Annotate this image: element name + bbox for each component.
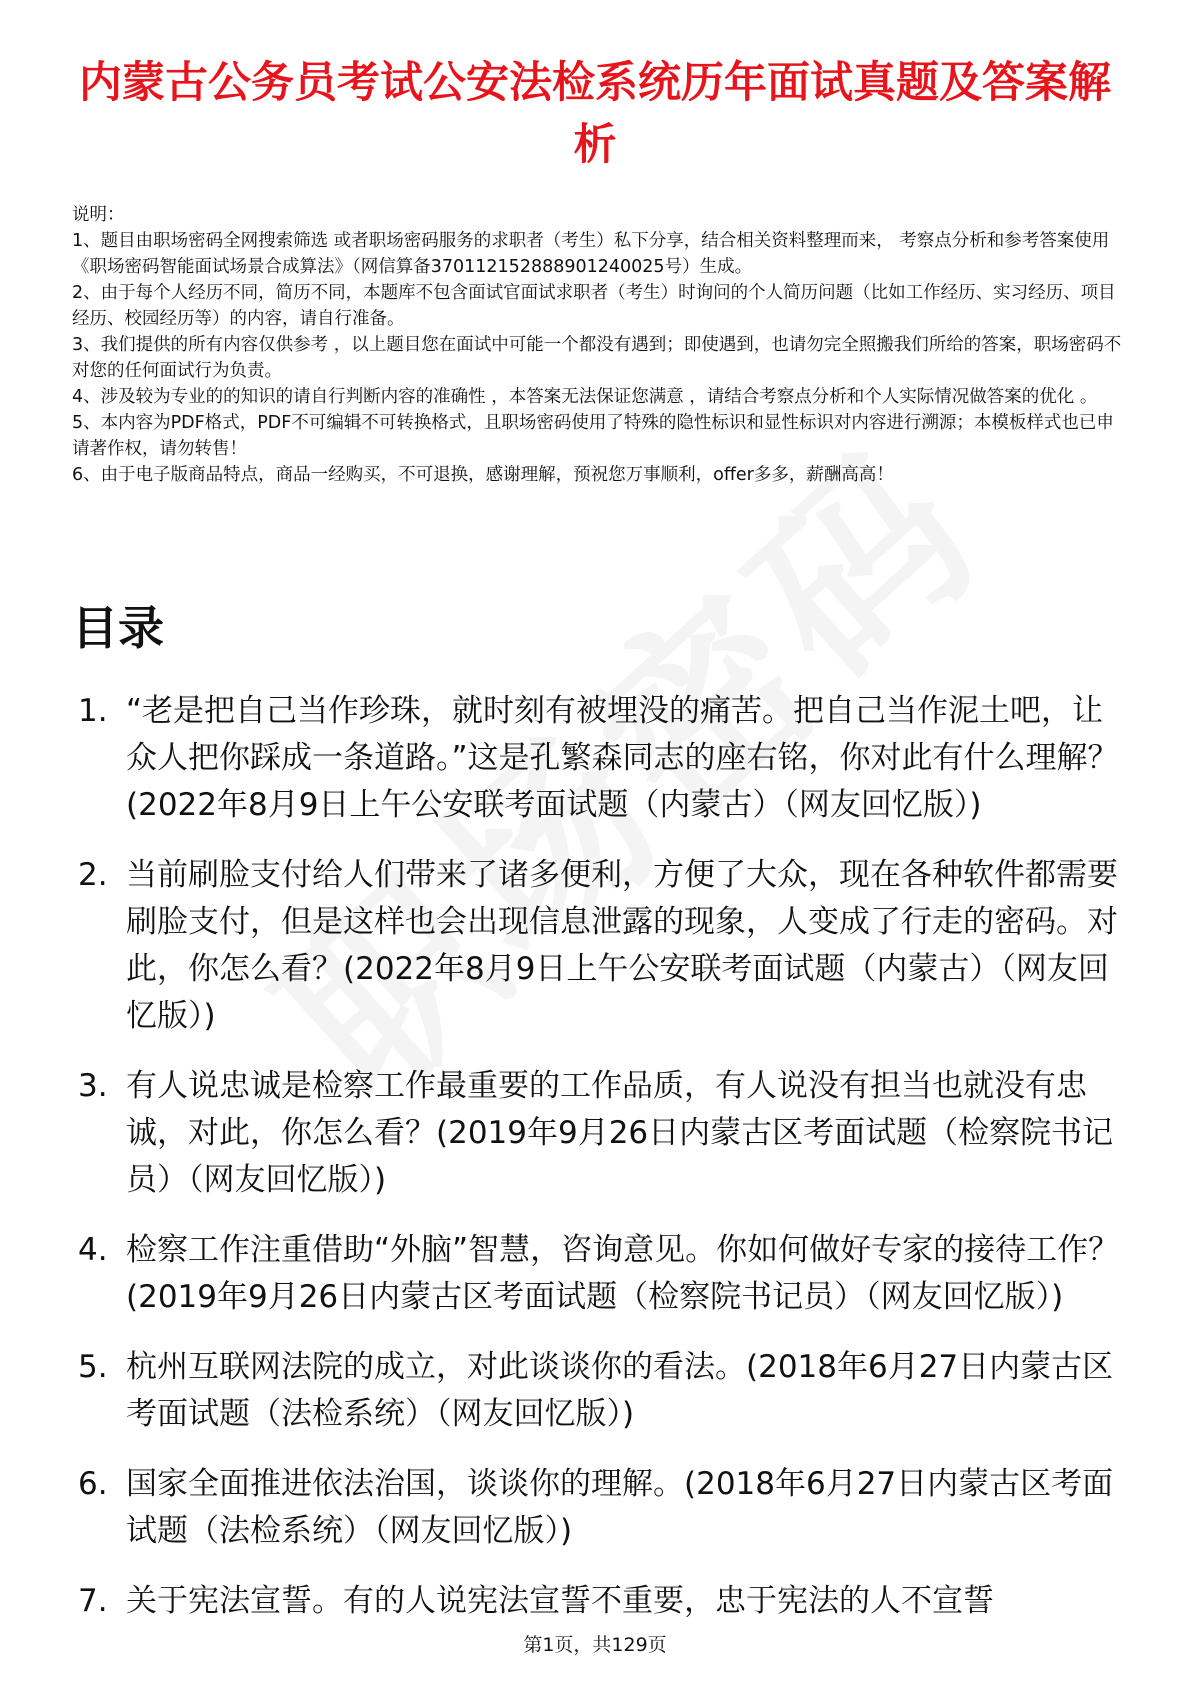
toc-item-text: 当前刷脸支付给人们带来了诸多便利，方便了大众，现在各种软件都需要刷脸支付，但是这样也会出现信息泄露的现象，人变成了行走的密码。对此，你怎么看？(2022年8月9日上午公安联考面试题（内蒙古）（网友回忆版）) bbox=[126, 857, 1118, 1034]
notes-section bbox=[72, 202, 1122, 488]
toc-item-text: 检察工作注重借助“外脑”智慧，咨询意见。你如何做好专家的接待工作？(2019年9月26日内蒙古区考面试题（检察院书记员）（网友回忆版）) bbox=[126, 1232, 1120, 1315]
toc-item-number: 2. bbox=[78, 857, 108, 893]
toc-item-number: 3. bbox=[78, 1068, 108, 1104]
toc-item-text: 有人说忠诚是检察工作最重要的工作品质，有人说没有担当也就没有忠诚，对此，你怎么看？(2019年9月26日内蒙古区考面试题（检察院书记员）（网友回忆版）) bbox=[126, 1068, 1114, 1198]
toc-item-text: “老是把自己当作珍珠，就时刻有被埋没的痛苦。把自己当作泥土吧，让众人把你踩成一条道路。”这是孔繁森同志的座右铭，你对此有什么理解？(2022年8月9日上午公安联考面试题（内蒙古）（网友回忆版）) bbox=[126, 693, 1119, 823]
toc-item-number: 6. bbox=[78, 1466, 108, 1502]
note-item: 6、由于电子版商品特点，商品一经购买，不可退换，感谢理解，预祝您万事顺利，offer多多，薪酬高高！ bbox=[72, 465, 894, 485]
note-item: 3、我们提供的所有内容仅供参考 ，以上题目您在面试中可能一个都没有遇到；即使遇到，也请勿完全照搬我们所给的答案，职场密码不对您的任何面试行为负责。 bbox=[72, 335, 1122, 381]
notes-heading: 说明： bbox=[72, 205, 125, 225]
note-item: 4、涉及较为专业的的知识的请自行判断内容的准确性 ，本答案无法保证您满意 ，请结合考察点分析和个人实际情况做答案的优化 。 bbox=[72, 387, 1098, 407]
toc-heading: 目录 bbox=[72, 601, 164, 655]
note-item: 5、本内容为PDF格式，PDF不可编辑不可转换格式，且职场密码使用了特殊的隐性标识和显性标识对内容进行溯源；本模板样式也已申请著作权，请勿转售！ bbox=[72, 413, 1114, 459]
toc-item[interactable] bbox=[78, 1344, 1128, 1438]
toc-item-number: 4. bbox=[78, 1232, 108, 1268]
page-title: 内蒙古公务员考试公安法检系统历年面试真题及答案解析 bbox=[79, 58, 1111, 170]
toc-item[interactable] bbox=[78, 1063, 1128, 1204]
note-item: 2、由于每个人经历不同，简历不同，本题库不包含面试官面试求职者（考生）时询问的个人简历问题（比如工作经历、实习经历、项目经历、校园经历等）的内容，请自行准备。 bbox=[72, 283, 1116, 329]
toc-item[interactable] bbox=[78, 1227, 1128, 1321]
toc-item[interactable] bbox=[78, 852, 1128, 1040]
toc-item-text: 关于宪法宣誓。有的人说宪法宣誓不重要，忠于宪法的人不宣誓 bbox=[126, 1583, 994, 1619]
toc-item-text: 杭州互联网法院的成立，对此谈谈你的看法。(2018年6月27日内蒙古区考面试题（法检系统）（网友回忆版）) bbox=[126, 1349, 1114, 1432]
toc-item-number: 5. bbox=[78, 1349, 108, 1385]
toc-list bbox=[78, 688, 1128, 1648]
toc-item[interactable] bbox=[78, 1578, 1128, 1625]
toc-item-text: 国家全面推进依法治国，谈谈你的理解。(2018年6月27日内蒙古区考面试题（法检系统）（网友回忆版）) bbox=[126, 1466, 1114, 1549]
toc-item-number: 1. bbox=[78, 693, 108, 729]
toc-item[interactable] bbox=[78, 1461, 1128, 1555]
page-footer: 第1页，共129页 bbox=[523, 1634, 667, 1656]
toc-item-number: 7. bbox=[78, 1583, 108, 1619]
toc-item[interactable] bbox=[78, 688, 1128, 829]
note-item: 1、题目由职场密码全网搜索筛选 或者职场密码服务的求职者（考生）私下分享，结合相关资料整理而来， 考察点分析和参考答案使用《职场密码智能面试场景合成算法》（网信算备370112152888901240025号）生成。 bbox=[72, 231, 1110, 277]
